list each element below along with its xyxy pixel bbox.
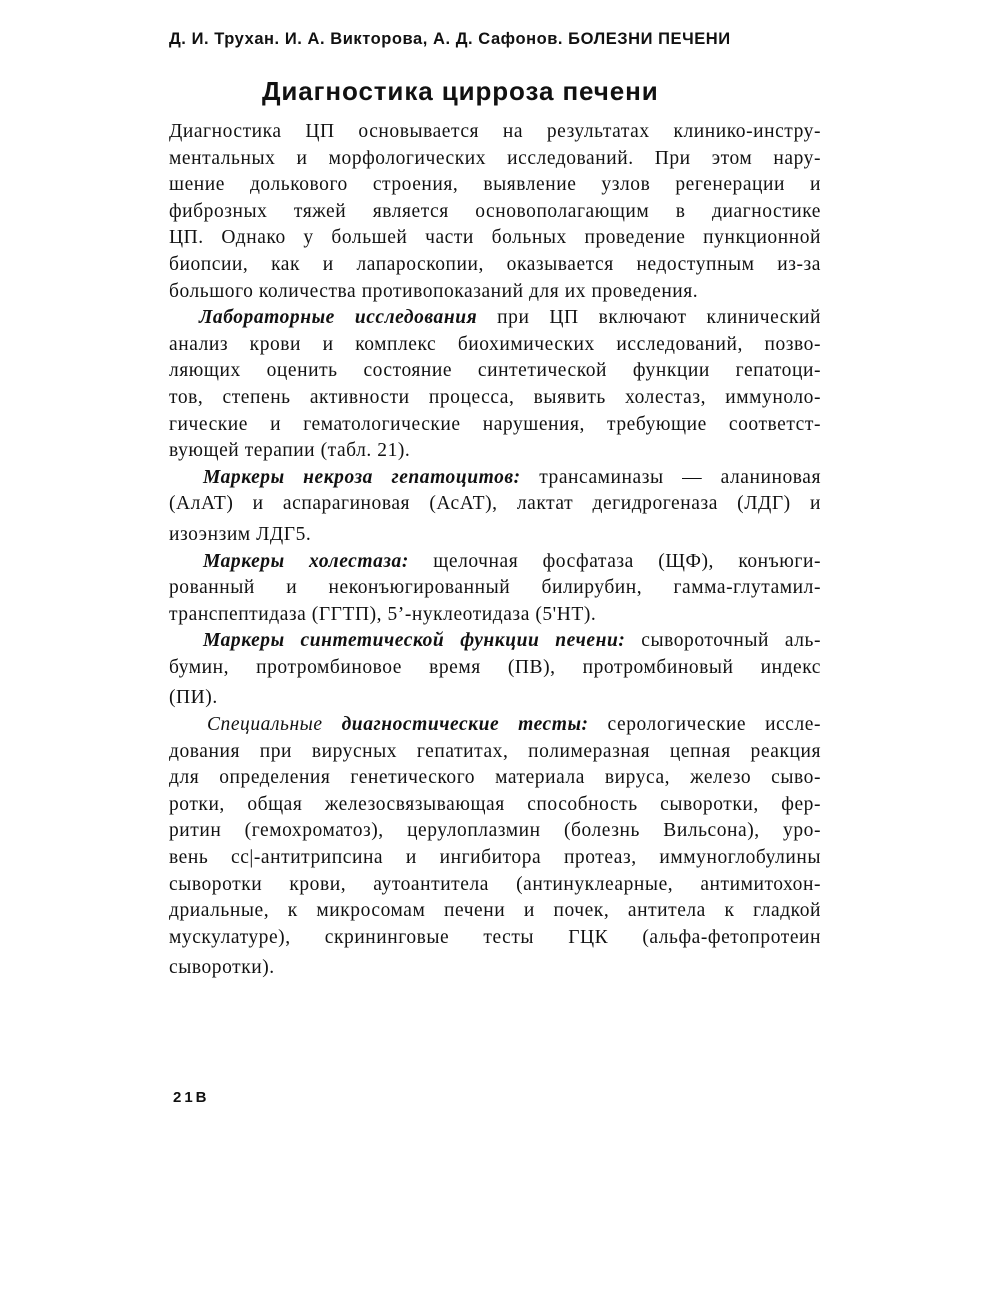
text-line: ляющих оценить состояние синтетической функции гепатоци-: [169, 360, 821, 382]
text-run: при ЦП включают клинический: [477, 307, 821, 329]
text-run: серологические иссле-: [588, 714, 821, 736]
text-line: дования при вирусных гепатитах, полимеразная цепная реакция: [169, 740, 821, 762]
paragraph-lead: Лабораторные исследования: [199, 307, 478, 329]
text-line: ритин (гемохроматоз), церулоплазмин (болезнь Вильсона), уро-: [169, 820, 821, 842]
text-line: для определения генетического материала вируса, железо сыво-: [169, 767, 821, 789]
paragraph-necrosis-markers: [169, 465, 821, 549]
running-header: Д. И. Трухан. И. А. Викторова, А. Д. Сафонов. БОЛЕЗНИ ПЕЧЕНИ: [169, 30, 731, 48]
text-run: сывороточный аль-: [625, 630, 821, 652]
paragraph-synthetic-markers: [169, 628, 821, 712]
text-line: [169, 628, 821, 655]
text-line: (ПИ).: [169, 687, 218, 709]
page-number: 21В: [173, 1089, 210, 1106]
text-run: трансаминазы — аланиновая: [520, 466, 821, 488]
text-line: сыворотки).: [169, 957, 275, 979]
text-line: ментальных и морфологических исследований. При этом нару-: [169, 147, 821, 169]
text-line: вующей терапии (табл. 21).: [169, 440, 411, 462]
text-line: (АлАТ) и аспарагиновая (АсАТ), лактат дегидрогеназа (ЛДГ) и: [169, 493, 821, 515]
paragraph-lead-italic: Специальные: [207, 714, 323, 736]
text-line: большого количества противопоказаний для их проведения.: [169, 280, 699, 302]
text-line: шение долькового строения, выявление узлов регенерации и: [169, 174, 821, 196]
text-line: ЦП. Однако у большей части больных проведение пункционной: [169, 227, 821, 249]
text-line: [169, 305, 821, 332]
paragraph-lab-tests: [169, 305, 821, 465]
text-line: биопсии, как и лапароскопии, оказывается недоступным из-за: [169, 253, 821, 275]
text-line: анализ крови и комплекс биохимических исследований, позво-: [169, 333, 821, 355]
paragraph-intro: [169, 119, 821, 305]
text-line: мускулатуре), скрининговые тесты ГЦК (альфа-фетопротеин: [169, 926, 821, 948]
paragraph-cholestasis-markers: [169, 549, 821, 629]
text-line: [169, 465, 821, 492]
text-line: дриальные, к микросомам печени и почек, антитела к гладкой: [169, 900, 821, 922]
text-line: Диагностика ЦП основывается на результатах клинико-инстру-: [169, 121, 821, 142]
body-text: [169, 119, 821, 982]
paragraph-lead: Маркеры холестаза:: [203, 550, 409, 572]
text-line: гические и гематологические нарушения, требующие соответст-: [169, 413, 821, 435]
paragraph-special-tests: [169, 712, 821, 982]
text-run: щелочная фосфатаза (ЩФ), конъюги-: [408, 550, 821, 572]
text-line: изоэнзим ЛДГ5.: [169, 523, 312, 545]
paragraph-lead: диагностические тесты:: [322, 714, 589, 736]
text-line: бумин, протромбиновое время (ПВ), протромбиновый индекс: [169, 656, 821, 678]
text-line: рованный и неконъюгированный билирубин, гамма-глутамил-: [169, 577, 821, 599]
section-title: Диагностика цирроза печени: [262, 76, 659, 106]
text-line: сыворотки крови, аутоантитела (антинуклеарные, антимитохон-: [169, 873, 821, 895]
text-line: вень cc|-антитрипсина и ингибитора протеаз, иммуноглобулины: [169, 847, 821, 869]
text-line: фиброзных тяжей является основополагающим в диагностике: [169, 200, 821, 222]
text-line: транспептидаза (ГГТП), 5’-нуклеотидаза (5'НТ).: [169, 603, 597, 625]
text-line: ротки, общая железосвязывающая способность сыворотки, фер-: [169, 793, 821, 815]
text-line: тов, степень активности процесса, выявить холестаз, иммуноло-: [169, 386, 821, 408]
text-line: [169, 712, 821, 739]
text-line: [169, 549, 821, 576]
paragraph-lead: Маркеры синтетической функции печени:: [203, 630, 626, 652]
paragraph-lead: Маркеры некроза гепатоцитов:: [203, 466, 521, 488]
